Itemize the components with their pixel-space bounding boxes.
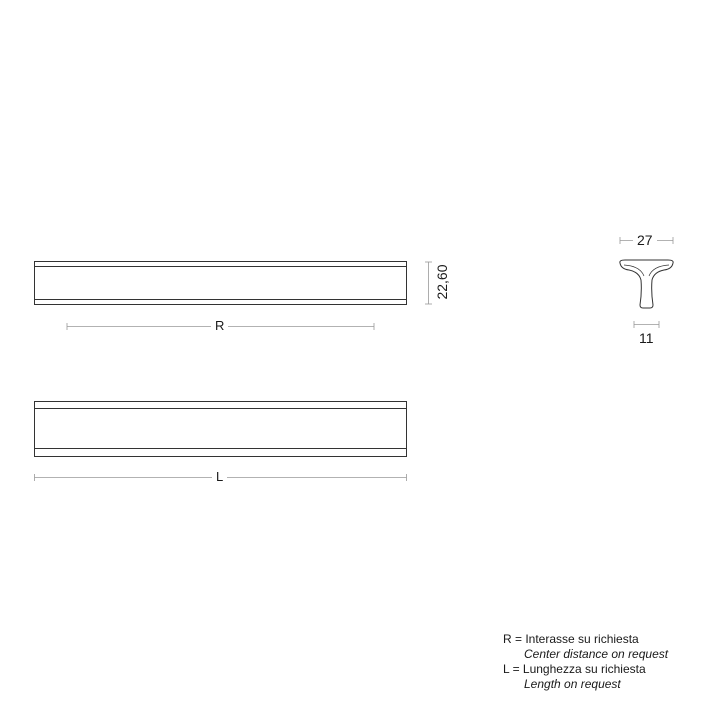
profile-base-dimension-line [634, 321, 659, 328]
legend-r-translation: Center distance on request [524, 647, 669, 661]
legend-l-translation: Length on request [524, 677, 621, 691]
t-profile-inner-curve-left [624, 265, 644, 276]
height-dimension-line [425, 262, 432, 304]
handle-bottom-view [35, 402, 407, 457]
handle-top-view [35, 262, 407, 305]
legend [503, 632, 668, 692]
profile-base-label: 11 [635, 331, 658, 345]
t-profile-outline [620, 260, 673, 308]
length-label: L [212, 470, 227, 484]
t-profile-inner-curve-right [649, 265, 669, 276]
legend-r-line: R = Interasse su richiesta [503, 632, 639, 646]
legend-l-line: L = Lunghezza su richiesta [503, 662, 646, 676]
handle-outline-top [35, 262, 407, 305]
center-distance-label: R [211, 319, 228, 333]
profile-width-label: 27 [633, 233, 657, 247]
height-label: 22,60 [435, 262, 449, 302]
profile-cross-section [620, 260, 673, 308]
